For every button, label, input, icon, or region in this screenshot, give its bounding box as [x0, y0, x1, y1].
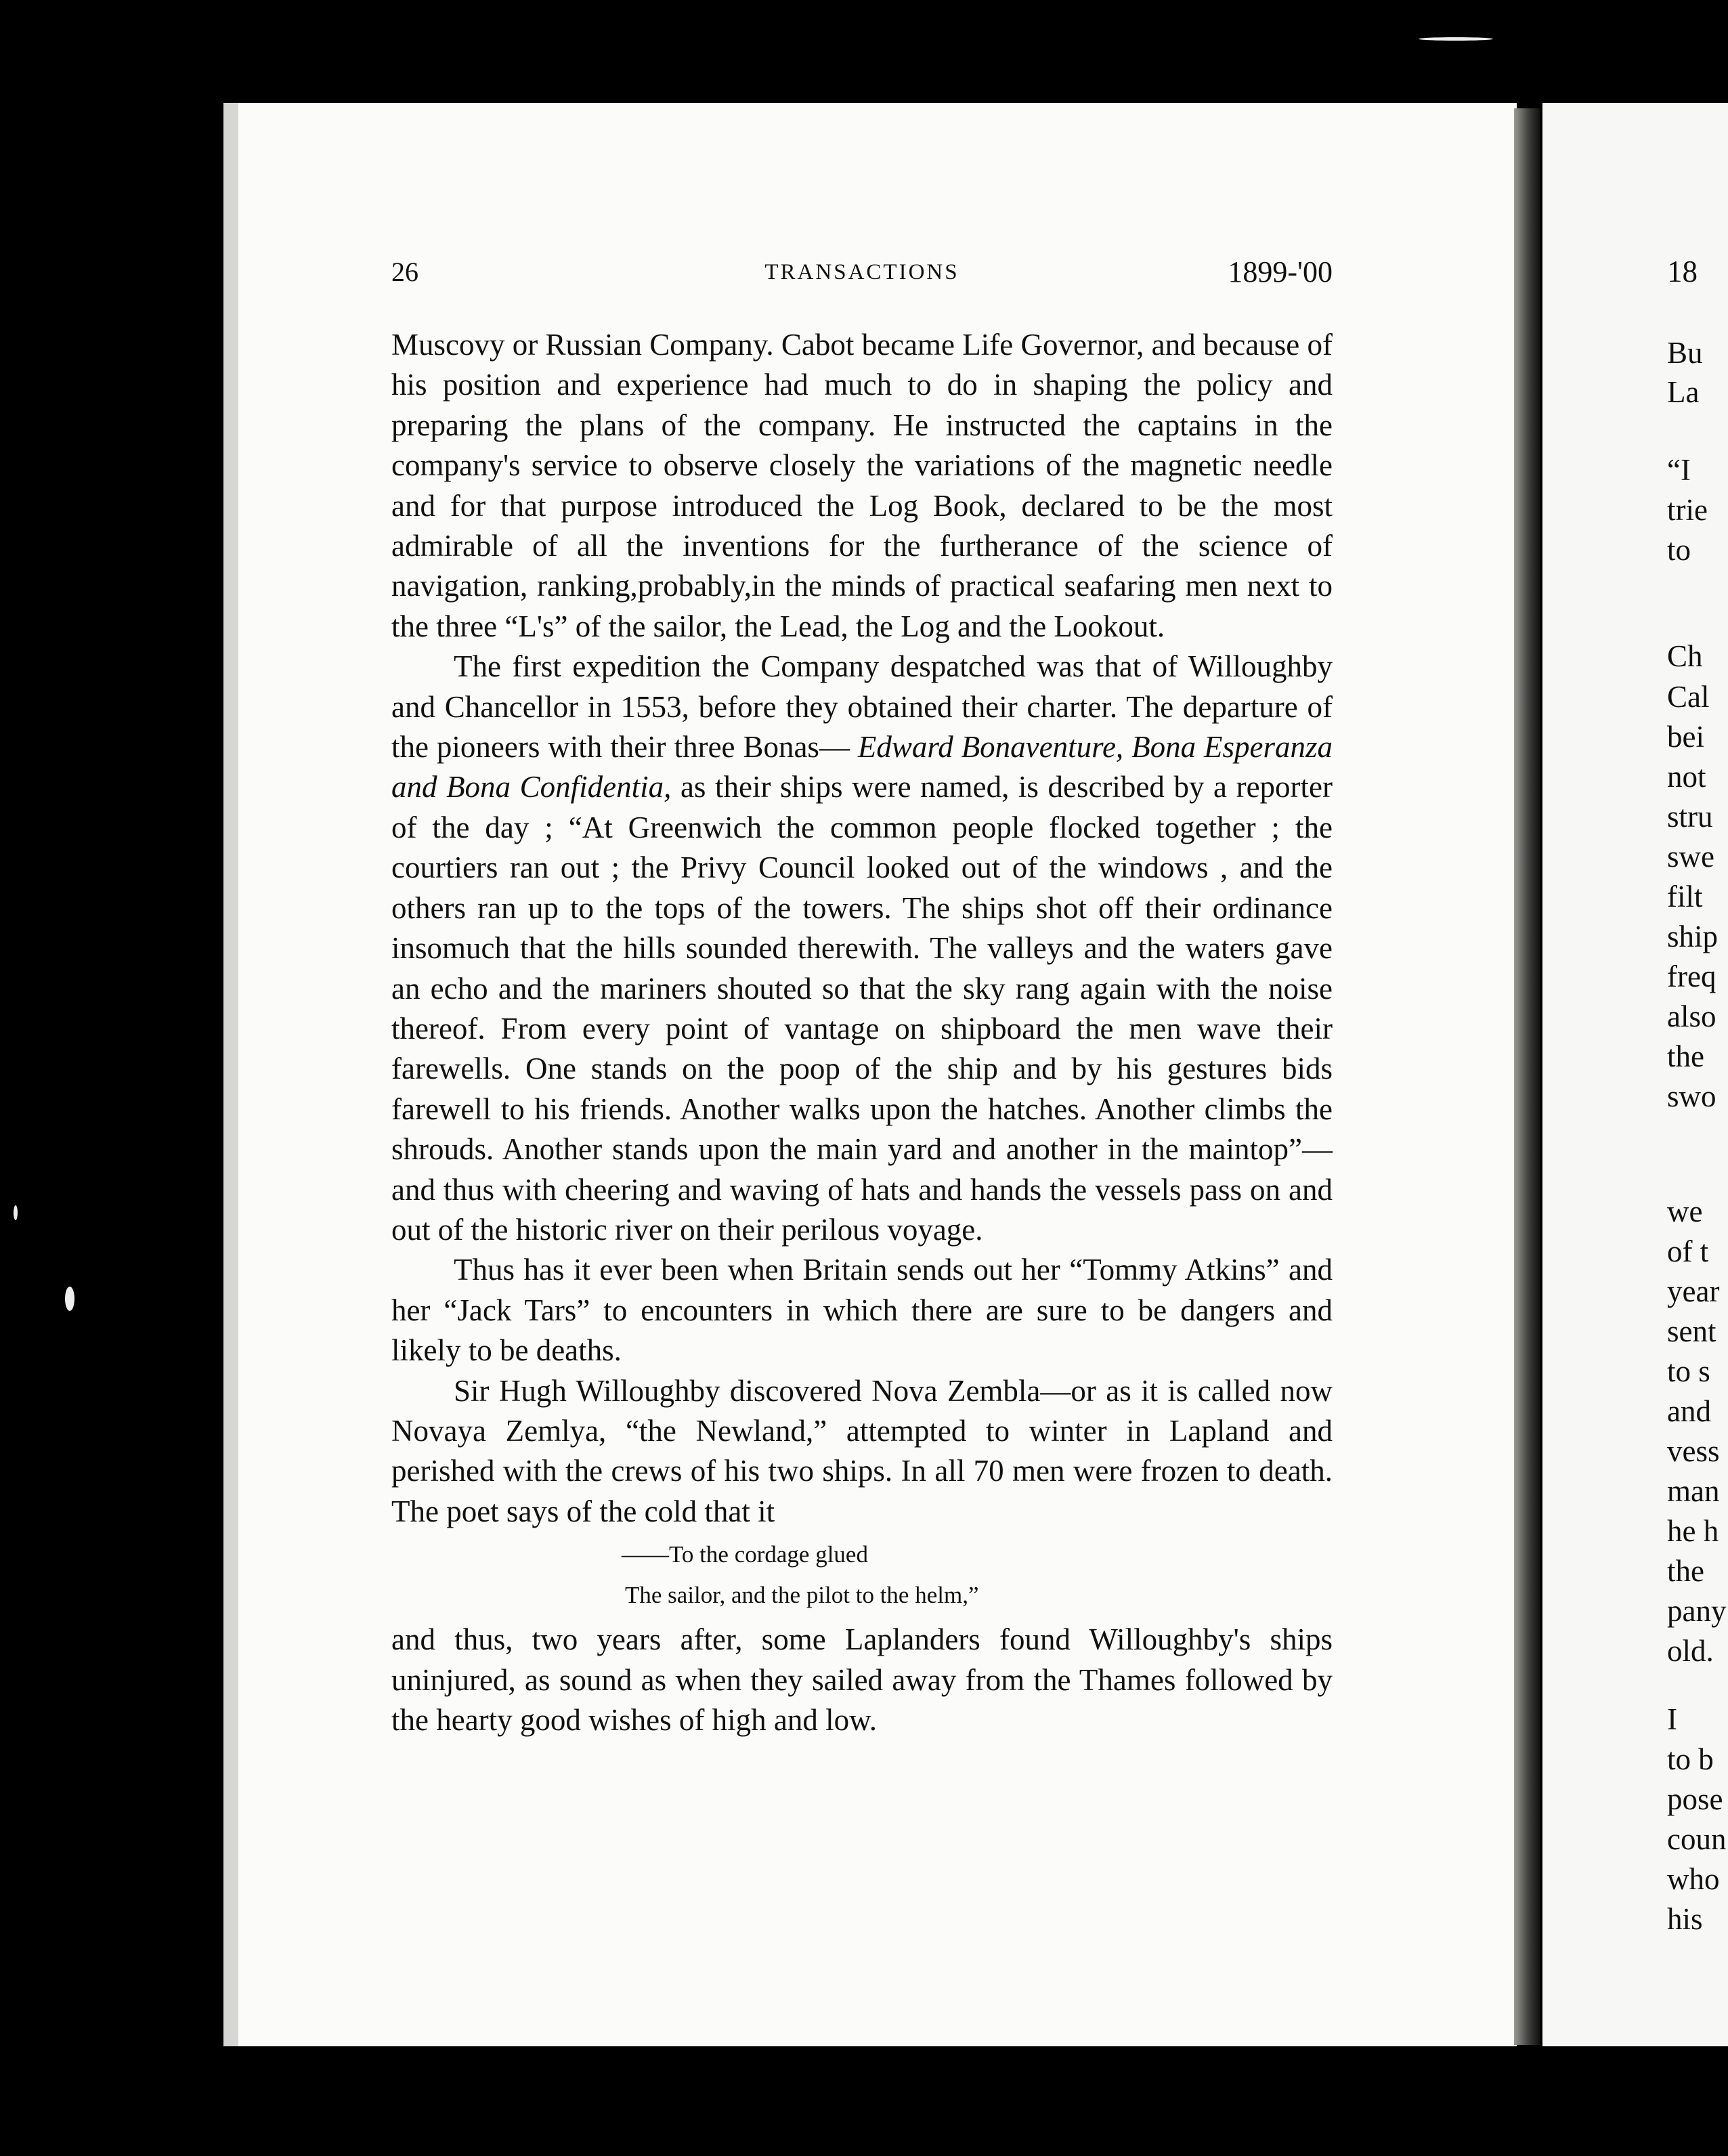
facing-line: bei [1667, 720, 1704, 754]
facing-line: his [1667, 1902, 1703, 1936]
running-head [391, 252, 1333, 293]
facing-line: to b [1667, 1742, 1714, 1776]
facing-line: and [1667, 1394, 1711, 1428]
facing-line: to s [1667, 1354, 1710, 1388]
paragraph-text: as their ships were named, is described by a reporter of the day ; “At Greenwich the common people flocked together ; the courtiers ran out ; the Privy Council looked out of the windows , and the others ran up to the tops of the towers. The ships shot off their ordinance insomuch that the hills sounded therewith. The valleys and the waters gave an echo and the mariners shouted so that the sky rang again with the noise thereof. From every point of vantage on shipboard the men wave their farewells. One stands on the poop of the ship and by his gestures bids farewell to his friends. Another walks upon the hatches. Another climbs the shrouds. Another stands upon the main yard and another in the maintop”—and thus with cheering and waving of hats and hands the vessels pass on and out of the historic river on their perilous voyage. [391, 770, 1333, 1247]
facing-line: vess [1667, 1434, 1720, 1468]
poem-quote [391, 1534, 1333, 1616]
paragraph: Sir Hugh Willoughby discovered Nova Zembla—or as it is called now Novaya Zemlya, “the Newland,” attempted to winter in Lapland and perished with the crews of his two ships. In all 70 men were frozen to death. The poet says of the cold that it [391, 1373, 1333, 1528]
paragraph-text: The first expedition the Company despatched was that of Willoughby and Chancellor in 1553, before they obtained their charter. The departure of the pioneers with their three Bonas— [391, 649, 1333, 764]
paragraph: Muscovy or Russian Company. Cabot became Life Governor, and because of his position and experience had much to do in shaping the policy and preparing the plans of the company. He instructed the captains in the company's service to observe closely the variations of the magnetic needle and for that purpose introduced the Log Book, declared to be the most admirable of all the inventions for the furtherance of the science of navigation, ranking,probably,in the minds of practical seafaring men next to the three “L's” of the sailor, the Lead, the Log and the Lookout. [391, 328, 1333, 643]
facing-line: of t [1667, 1234, 1709, 1268]
facing-line: swe [1667, 840, 1714, 874]
facing-line: filt [1667, 880, 1703, 913]
facing-line: the [1667, 1554, 1704, 1588]
facing-line: coun [1667, 1822, 1727, 1856]
facing-line: sent [1667, 1314, 1716, 1348]
facing-line: not [1667, 760, 1706, 794]
facing-line: pose [1667, 1782, 1723, 1816]
poem-line: ——To the cordage glued [622, 1541, 868, 1568]
facing-line: we [1667, 1194, 1703, 1228]
paragraph: Thus has it ever been when Britain sends out her “Tommy Atkins” and her “Jack Tars” to encounters in which there are sure to be dangers and likely to be deaths. [391, 1253, 1333, 1368]
facing-line: the [1667, 1039, 1704, 1073]
facing-line: to [1667, 533, 1691, 567]
poem-line: The sailor, and the pilot to the helm,” [625, 1582, 979, 1609]
facing-line: I [1667, 1702, 1677, 1736]
scan-speck [14, 1205, 18, 1220]
facing-line: ship [1667, 920, 1719, 953]
facing-line: stru [1667, 800, 1713, 834]
facing-line: swo [1667, 1079, 1716, 1113]
facing-page-text [1667, 0, 1727, 1936]
book-gutter [1514, 108, 1540, 2045]
facing-line: man [1667, 1474, 1720, 1508]
facing-line: trie [1667, 493, 1708, 527]
scan-speck [1419, 37, 1493, 41]
facing-line: pany [1667, 1594, 1727, 1628]
header-title: TRANSACTIONS [764, 260, 959, 284]
header-year: 1899-'00 [1228, 255, 1333, 288]
facing-line: Bu [1667, 336, 1703, 370]
facing-line: Cal [1667, 680, 1710, 714]
facing-line: who [1667, 1862, 1720, 1896]
facing-line: also [1667, 999, 1716, 1033]
facing-line: 18 [1667, 255, 1698, 288]
paragraph [391, 647, 1333, 1250]
paragraph: and thus, two years after, some Laplanders found Willoughby's ships uninjured, as sound as when they sailed away from the Thames followed by the hearty good wishes of high and low. [391, 1622, 1333, 1737]
body-text [391, 325, 1333, 1740]
scan-speck [65, 1287, 74, 1311]
facing-line: La [1667, 375, 1700, 409]
facing-line: year [1667, 1274, 1720, 1308]
ship-names: Edward Bonaventure, Bona Esperanza and Bona Confidentia, [391, 730, 1333, 804]
facing-line: “I [1667, 453, 1691, 487]
page-number: 26 [391, 257, 418, 287]
facing-line: Ch [1667, 639, 1703, 673]
facing-line: old. [1667, 1634, 1714, 1668]
facing-line: he h [1667, 1514, 1719, 1548]
facing-line: freq [1667, 960, 1716, 993]
